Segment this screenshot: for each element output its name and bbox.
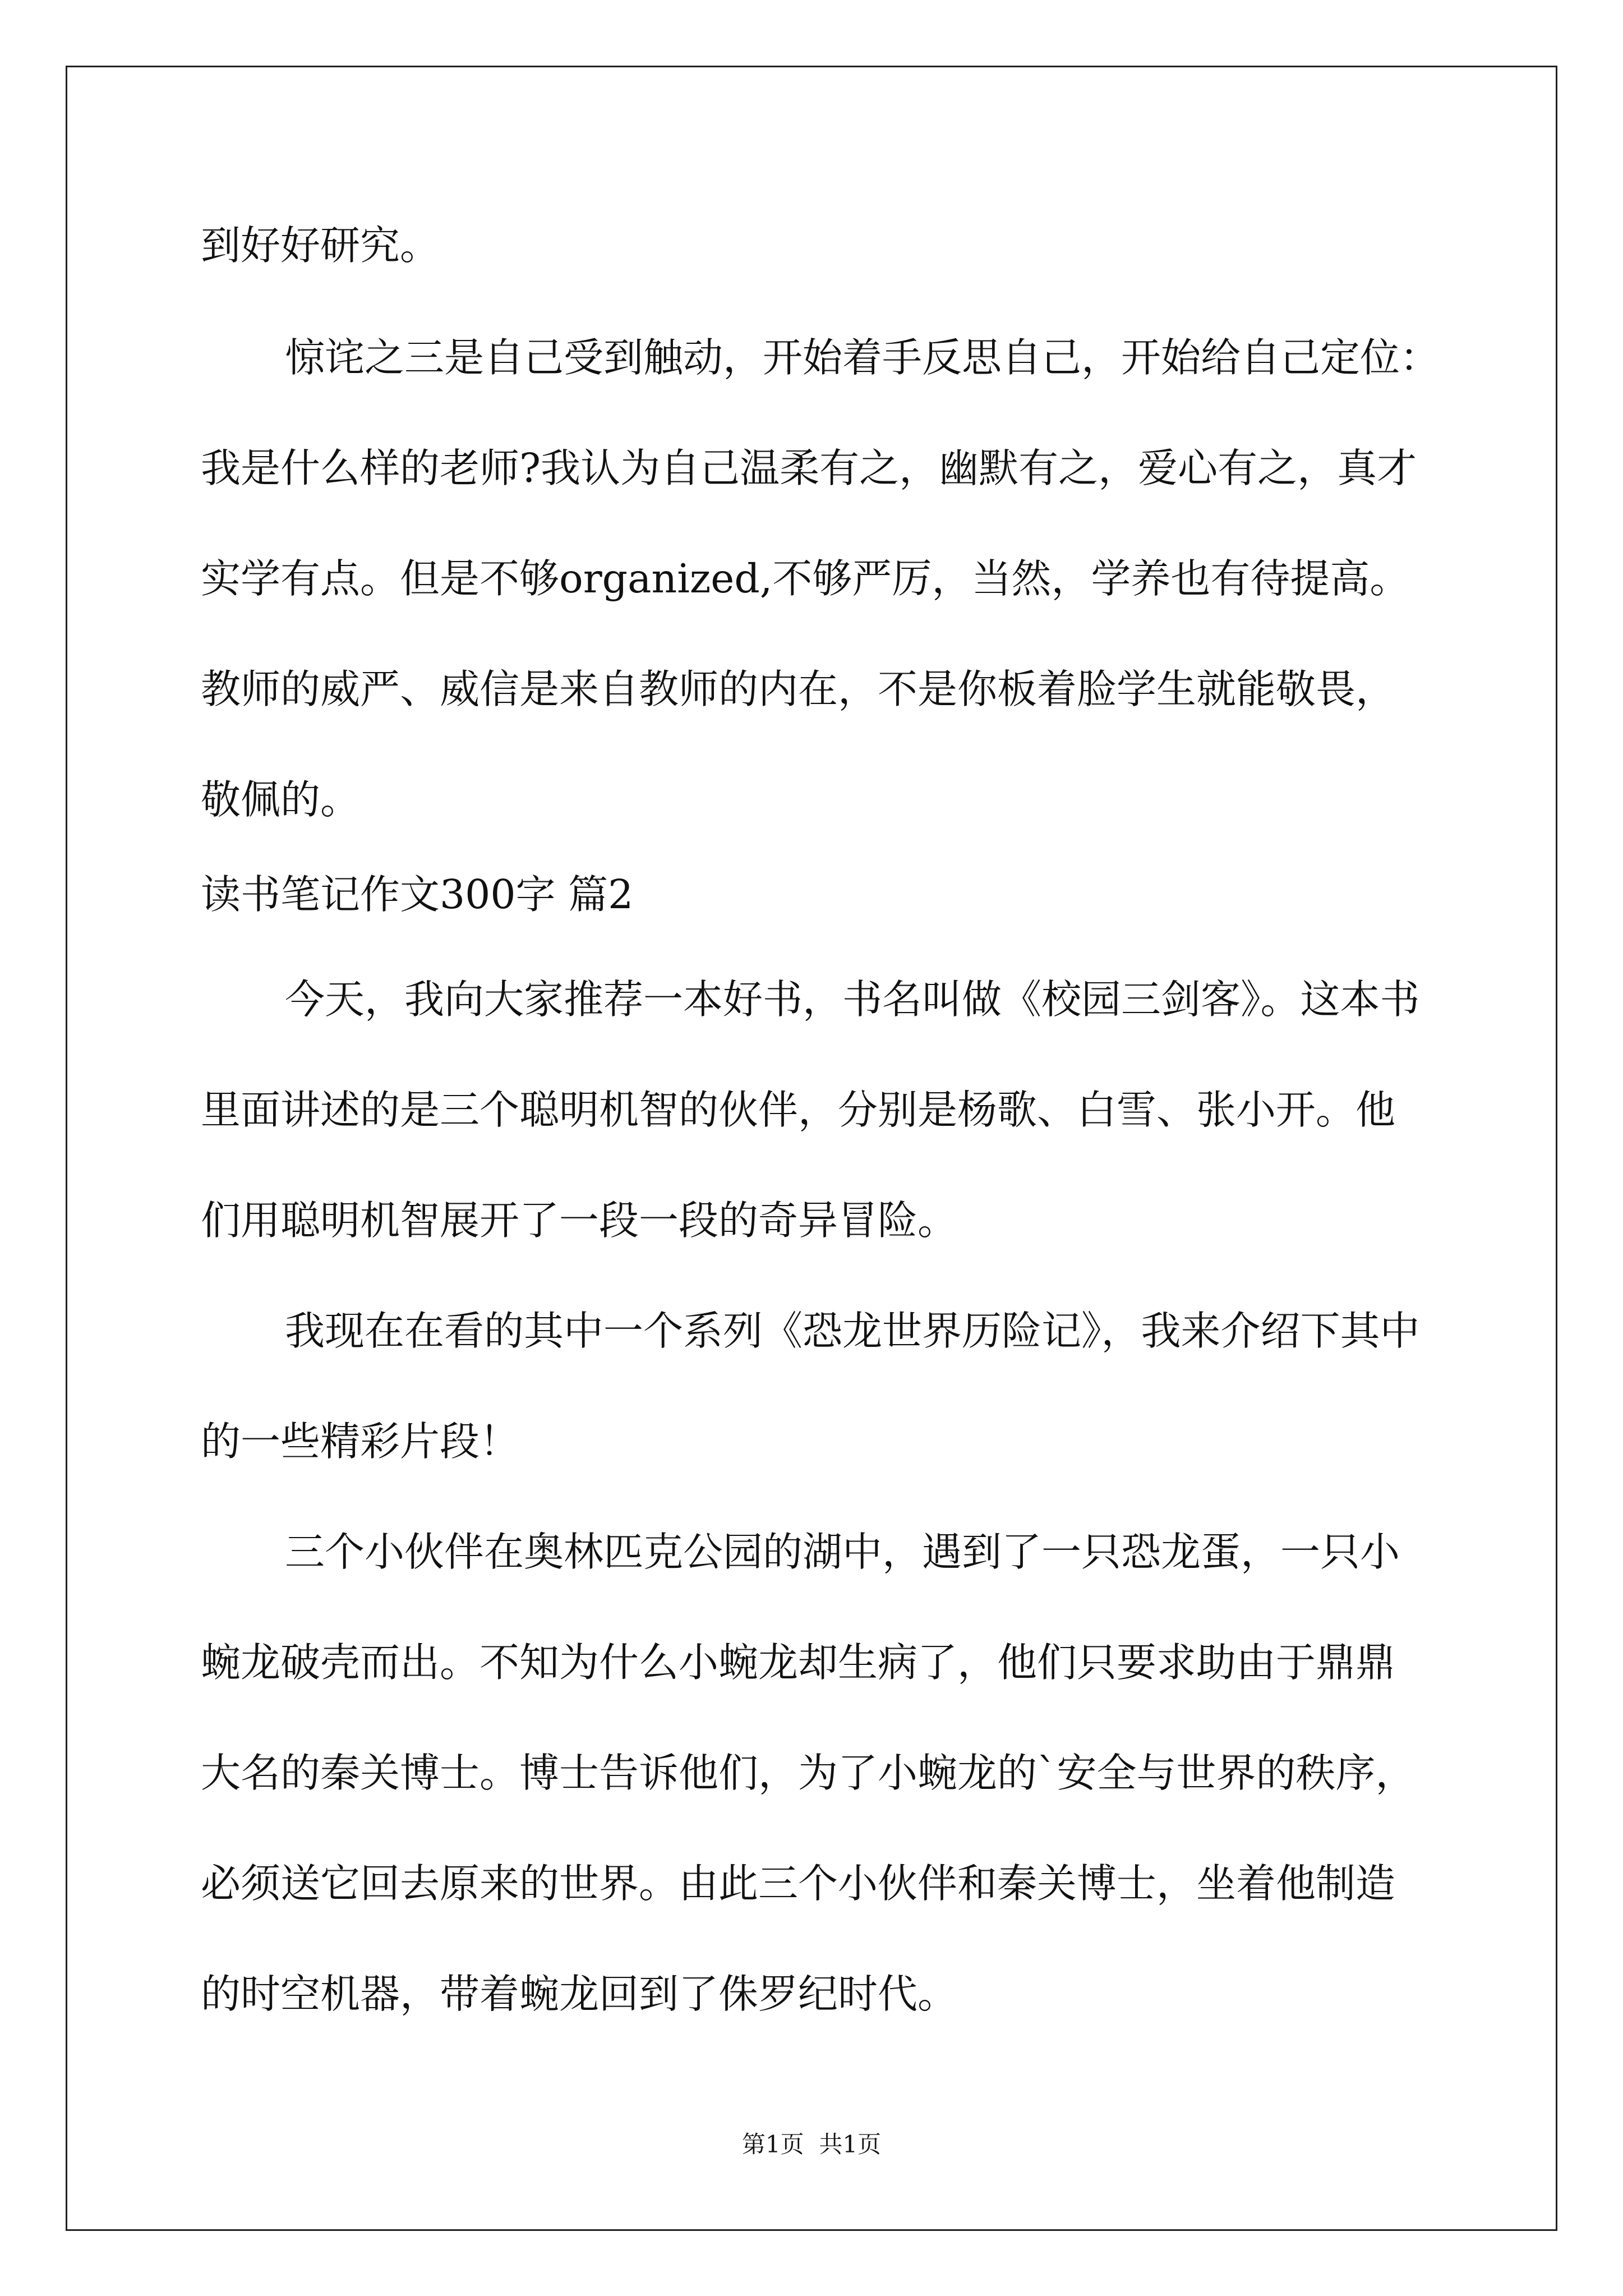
paragraph-line: 们用聪明机智展开了一段一段的奇异冒险。 (201, 1197, 958, 1244)
paragraph-line: 里面讲述的是三个聪明机智的伙伴，分别是杨歌、白雪、张小开。他 (201, 1087, 1396, 1133)
paragraph-line: 蜿龙破壳而出。不知为什么小蜿龙却生病了，他们只要求助由于鼎鼎 (201, 1639, 1396, 1686)
paragraph-line: 的一些精彩片段！ (201, 1418, 520, 1465)
paragraph-line: 教师的威严、威信是来自教师的内在，不是你板着脸学生就能敬畏， (201, 666, 1396, 712)
section-heading: 读书笔记作文300字 篇2 (201, 871, 634, 918)
paragraph-line: 我现在在看的其中一个系列《恐龙世界历险记》，我来介绍下其中 (285, 1308, 1420, 1354)
paragraph-line: 今天，我向大家推荐一本好书，书名叫做《校园三剑客》。这本书 (285, 976, 1420, 1023)
paragraph-line: 大名的秦关博士。博士告诉他们，为了小蜿龙的`安全与世界的秩序， (201, 1750, 1415, 1796)
paragraph-line: 敬佩的。 (201, 776, 361, 823)
paragraph-line: 的时空机器，带着蜿龙回到了侏罗纪时代。 (201, 1971, 958, 2017)
paragraph-line: 实学有点。但是不够organized,不够严厉，当然，学养也有待提高。 (201, 555, 1410, 602)
paragraph-line: 惊诧之三是自己受到触动，开始着手反思自己，开始给自己定位： (285, 334, 1440, 381)
paragraph-line: 必须送它回去原来的世界。由此三个小伙伴和秦关博士，坐着他制造 (201, 1860, 1396, 1907)
paragraph-line: 我是什么样的老师?我认为自己温柔有之，幽默有之，爱心有之，真才 (201, 445, 1417, 491)
paragraph-line: 到好好研究。 (201, 222, 440, 269)
paragraph-line: 三个小伙伴在奥林匹克公园的湖中，遇到了一只恐龙蛋，一只小 (285, 1529, 1400, 1575)
page-footer: 第1页 共1页 (741, 2131, 882, 2158)
